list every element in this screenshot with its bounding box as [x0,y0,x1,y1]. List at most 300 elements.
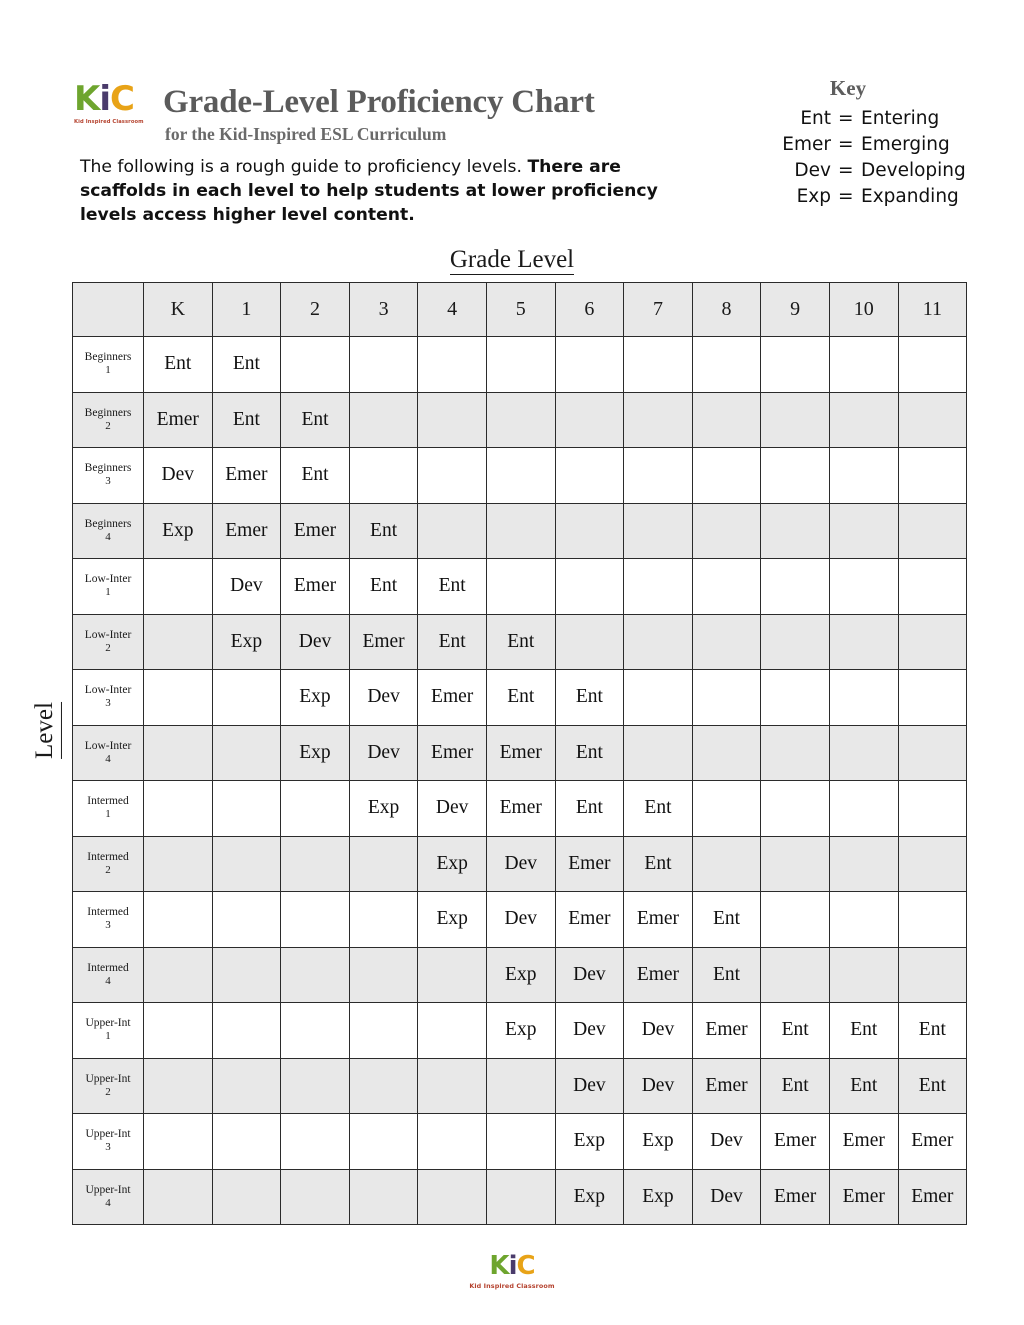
footer-logo-tagline: Kid Inspired Classroom [469,1282,555,1290]
cell-beginners4-gradeK: Exp [144,503,213,559]
table-body [73,337,967,1225]
cell-upper-int3-grade11: Emer [898,1114,967,1170]
column-header-grade-11: 11 [898,283,967,337]
cell-low-inter4-grade9 [761,725,830,781]
cell-upper-int1-grade2 [281,1003,350,1059]
cell-beginners4-grade2: Emer [281,503,350,559]
cell-intermed1-grade2 [281,781,350,837]
cell-beginners1-grade11 [898,337,967,393]
grade-level-axis-title-text: Grade Level [449,246,575,273]
cell-upper-int3-grade3 [349,1114,418,1170]
cell-intermed1-grade7: Ent [624,781,693,837]
cell-upper-int4-grade10: Emer [829,1169,898,1225]
cell-low-inter3-grade6: Ent [555,670,624,726]
cell-low-inter3-grade10 [829,670,898,726]
cell-beginners3-grade3 [349,448,418,504]
table-row [73,392,967,448]
table-header-row [73,283,967,337]
cell-beginners4-grade5 [486,503,555,559]
cell-intermed3-grade10 [829,892,898,948]
cell-beginners1-grade5 [486,337,555,393]
column-header-grade-10: 10 [829,283,898,337]
cell-low-inter3-grade2: Exp [281,670,350,726]
footer-logo-letter-i: i [508,1251,517,1281]
cell-low-inter1-grade9 [761,559,830,615]
cell-low-inter2-grade10 [829,614,898,670]
row-header-low-inter-2 [73,614,144,670]
cell-intermed1-grade11 [898,781,967,837]
row-label-text: Upper-Int [85,1072,131,1085]
cell-low-inter3-grade1 [212,670,281,726]
level-axis-title-text: Level [30,702,61,759]
intro-bold-text: There are scaffolds in each level to help students at lower proficiency levels access higher level content. [80,157,658,225]
cell-beginners3-grade1: Emer [212,448,281,504]
brand-logo [74,80,146,138]
row-header-upper-int-1 [73,1003,144,1059]
cell-beginners2-grade8 [692,392,761,448]
cell-intermed4-grade11 [898,947,967,1003]
cell-intermed2-gradeK [144,836,213,892]
row-label-number: 3 [105,1141,111,1154]
row-label-number: 2 [105,863,111,876]
key-row-emerging [735,132,985,158]
cell-low-inter1-grade5 [486,559,555,615]
cell-low-inter3-grade9 [761,670,830,726]
cell-upper-int4-grade9: Emer [761,1169,830,1225]
cell-low-inter2-grade2: Dev [281,614,350,670]
logo-wordmark [74,80,146,118]
cell-intermed1-grade1 [212,781,281,837]
row-label-number: 1 [105,1030,111,1043]
cell-intermed4-grade5: Exp [486,947,555,1003]
cell-intermed3-grade11 [898,892,967,948]
cell-intermed4-gradeK [144,947,213,1003]
cell-low-inter1-grade8 [692,559,761,615]
cell-intermed2-grade7: Ent [624,836,693,892]
cell-low-inter1-grade7 [624,559,693,615]
row-label-number: 3 [105,697,111,710]
cell-low-inter1-gradeK [144,559,213,615]
cell-intermed3-grade8: Ent [692,892,761,948]
page-header [0,0,1024,240]
key-equals-2: = [838,160,854,181]
cell-low-inter4-grade11 [898,725,967,781]
cell-beginners3-gradeK: Dev [144,448,213,504]
row-header-low-inter-3 [73,670,144,726]
cell-upper-int1-grade1 [212,1003,281,1059]
cell-low-inter3-gradeK [144,670,213,726]
cell-upper-int2-grade8: Emer [692,1058,761,1114]
cell-intermed2-grade9 [761,836,830,892]
table-row [73,1114,967,1170]
table-row [73,337,967,393]
column-header-grade-6: 6 [555,283,624,337]
cell-intermed4-grade8: Ent [692,947,761,1003]
cell-beginners1-grade4 [418,337,487,393]
key-abbr-emer: Emer [782,134,831,155]
row-label-number: 3 [105,919,111,932]
row-label-text: Upper-Int [85,1128,131,1141]
cell-beginners2-grade4 [418,392,487,448]
cell-low-inter4-grade3: Dev [349,725,418,781]
row-label-text: Low-Inter [84,739,132,752]
key-equals-3: = [838,186,854,207]
row-label-number: 2 [105,1085,111,1098]
cell-low-inter4-grade6: Ent [555,725,624,781]
table-row [73,781,967,837]
cell-upper-int2-grade3 [349,1058,418,1114]
grade-level-axis-title [0,246,1024,274]
cell-intermed3-grade2 [281,892,350,948]
cell-low-inter3-grade11 [898,670,967,726]
cell-intermed3-grade7: Emer [624,892,693,948]
cell-beginners4-grade1: Emer [212,503,281,559]
footer-logo-letter-k: K [489,1251,509,1281]
cell-beginners4-grade9 [761,503,830,559]
cell-upper-int1-grade11: Ent [898,1003,967,1059]
cell-intermed4-grade1 [212,947,281,1003]
row-header-upper-int-2 [73,1058,144,1114]
cell-low-inter2-grade8 [692,614,761,670]
cell-beginners2-grade9 [761,392,830,448]
row-label-text: Upper-Int [85,1017,131,1030]
cell-low-inter2-grade3: Emer [349,614,418,670]
row-label-number: 4 [105,530,111,543]
column-header-grade-K: K [144,283,213,337]
level-axis-title [16,680,76,780]
cell-upper-int4-grade8: Dev [692,1169,761,1225]
page-title: Grade-Level Proficiency Chart [163,84,595,120]
row-label-text: Low-Inter [84,573,132,586]
cell-intermed1-gradeK [144,781,213,837]
cell-low-inter2-grade9 [761,614,830,670]
cell-low-inter2-gradeK [144,614,213,670]
cell-intermed2-grade2 [281,836,350,892]
cell-intermed2-grade6: Emer [555,836,624,892]
cell-low-inter4-grade1 [212,725,281,781]
cell-upper-int4-grade5 [486,1169,555,1225]
table-row [73,614,967,670]
logo-letter-k: K [74,79,100,119]
logo-letter-i: i [99,79,111,119]
cell-low-inter2-grade11 [898,614,967,670]
row-header-intermed-1 [73,781,144,837]
cell-upper-int2-grade4 [418,1058,487,1114]
table-row [73,1058,967,1114]
cell-beginners3-grade11 [898,448,967,504]
cell-upper-int3-grade9: Emer [761,1114,830,1170]
cell-upper-int2-grade5 [486,1058,555,1114]
key-equals-0: = [838,108,854,129]
cell-low-inter2-grade7 [624,614,693,670]
table-row [73,448,967,504]
table-corner-cell [73,283,144,337]
footer-logo-wordmark [0,1252,1024,1280]
intro-normal-text: The following is a rough guide to proficiency levels. [80,157,528,177]
cell-beginners4-grade7 [624,503,693,559]
cell-upper-int3-grade2 [281,1114,350,1170]
cell-low-inter2-grade5: Ent [486,614,555,670]
intro-paragraph [80,155,680,227]
cell-upper-int4-grade2 [281,1169,350,1225]
row-header-intermed-2 [73,836,144,892]
row-label-number: 2 [105,641,111,654]
cell-upper-int1-grade4 [418,1003,487,1059]
cell-low-inter4-grade2: Exp [281,725,350,781]
cell-intermed4-grade2 [281,947,350,1003]
cell-upper-int3-grade1 [212,1114,281,1170]
cell-low-inter3-grade4: Emer [418,670,487,726]
key-row-entering [735,106,985,132]
cell-low-inter1-grade1: Dev [212,559,281,615]
cell-upper-int4-grade3 [349,1169,418,1225]
cell-upper-int4-grade4 [418,1169,487,1225]
cell-intermed2-grade4: Exp [418,836,487,892]
row-header-beginners-4 [73,503,144,559]
cell-low-inter1-grade11 [898,559,967,615]
cell-intermed4-grade10 [829,947,898,1003]
cell-low-inter1-grade10 [829,559,898,615]
key-abbr-ent: Ent [800,108,831,129]
cell-upper-int2-grade10: Ent [829,1058,898,1114]
cell-low-inter1-grade3: Ent [349,559,418,615]
cell-upper-int1-grade8: Emer [692,1003,761,1059]
cell-intermed2-grade3 [349,836,418,892]
row-label-text: Beginners [84,462,132,475]
row-header-low-inter-1 [73,559,144,615]
cell-upper-int3-grade7: Exp [624,1114,693,1170]
footer-logo [0,1252,1024,1290]
cell-low-inter2-grade1: Exp [212,614,281,670]
row-label-number: 4 [105,1196,111,1209]
key-row-expanding [735,184,985,210]
cell-upper-int2-gradeK [144,1058,213,1114]
cell-beginners3-grade7 [624,448,693,504]
cell-intermed3-grade6: Emer [555,892,624,948]
cell-upper-int2-grade7: Dev [624,1058,693,1114]
cell-low-inter3-grade8 [692,670,761,726]
row-label-text: Intermed [87,906,129,919]
cell-upper-int3-grade5 [486,1114,555,1170]
cell-intermed4-grade6: Dev [555,947,624,1003]
cell-beginners4-grade8 [692,503,761,559]
cell-beginners2-grade11 [898,392,967,448]
row-label-number: 2 [105,419,111,432]
logo-tagline: Kid Inspired Classroom [74,119,144,125]
cell-beginners2-grade10 [829,392,898,448]
row-label-text: Intermed [87,961,129,974]
cell-low-inter4-grade5: Emer [486,725,555,781]
cell-upper-int3-grade4 [418,1114,487,1170]
cell-upper-int3-grade6: Exp [555,1114,624,1170]
cell-intermed2-grade10 [829,836,898,892]
row-label-number: 1 [105,586,111,599]
cell-intermed2-grade11 [898,836,967,892]
cell-beginners3-grade4 [418,448,487,504]
cell-low-inter2-grade4: Ent [418,614,487,670]
table-row [73,1003,967,1059]
cell-beginners3-grade2: Ent [281,448,350,504]
cell-beginners1-gradeK: Ent [144,337,213,393]
row-header-intermed-4 [73,947,144,1003]
cell-intermed3-grade4: Exp [418,892,487,948]
cell-low-inter1-grade2: Emer [281,559,350,615]
row-label-number: 1 [105,364,111,377]
cell-intermed1-grade9 [761,781,830,837]
cell-upper-int2-grade2 [281,1058,350,1114]
cell-beginners3-grade6 [555,448,624,504]
row-label-number: 4 [105,974,111,987]
cell-upper-int1-grade5: Exp [486,1003,555,1059]
cell-intermed1-grade6: Ent [555,781,624,837]
column-header-grade-9: 9 [761,283,830,337]
key-legend [735,76,985,210]
proficiency-chart-table [72,282,967,1225]
key-equals-1: = [838,134,854,155]
row-label-text: Intermed [87,850,129,863]
row-header-intermed-3 [73,892,144,948]
row-label-text: Beginners [84,517,132,530]
table-row [73,503,967,559]
cell-upper-int2-grade9: Ent [761,1058,830,1114]
cell-beginners2-grade3 [349,392,418,448]
cell-low-inter3-grade5: Ent [486,670,555,726]
row-label-text: Upper-Int [85,1183,131,1196]
cell-beginners3-grade9 [761,448,830,504]
column-header-grade-1: 1 [212,283,281,337]
cell-beginners1-grade6 [555,337,624,393]
row-label-text: Intermed [87,795,129,808]
cell-beginners2-grade2: Ent [281,392,350,448]
cell-upper-int2-grade11: Ent [898,1058,967,1114]
cell-low-inter4-grade7 [624,725,693,781]
cell-beginners2-grade7 [624,392,693,448]
cell-beginners4-grade11 [898,503,967,559]
cell-beginners1-grade3 [349,337,418,393]
row-header-upper-int-4 [73,1169,144,1225]
cell-upper-int1-gradeK [144,1003,213,1059]
cell-upper-int4-gradeK [144,1169,213,1225]
column-header-grade-4: 4 [418,283,487,337]
cell-intermed1-grade8 [692,781,761,837]
table-row [73,892,967,948]
table-row [73,1169,967,1225]
cell-intermed1-grade3: Exp [349,781,418,837]
row-header-beginners-3 [73,448,144,504]
cell-intermed2-grade8 [692,836,761,892]
cell-upper-int4-grade6: Exp [555,1169,624,1225]
cell-intermed3-grade9 [761,892,830,948]
cell-beginners4-grade10 [829,503,898,559]
row-label-number: 3 [105,475,111,488]
table-row [73,836,967,892]
cell-upper-int3-grade10: Emer [829,1114,898,1170]
cell-intermed3-gradeK [144,892,213,948]
row-header-beginners-1 [73,337,144,393]
cell-beginners4-grade6 [555,503,624,559]
cell-intermed3-grade3 [349,892,418,948]
page-subtitle: for the Kid-Inspired ESL Curriculum [165,124,447,144]
table-header [73,283,967,337]
cell-upper-int4-grade11: Emer [898,1169,967,1225]
row-label-text: Low-Inter [84,684,132,697]
cell-intermed4-grade7: Emer [624,947,693,1003]
cell-low-inter4-gradeK [144,725,213,781]
key-title: Key [829,76,867,100]
key-abbr-exp: Exp [796,186,831,207]
row-label-text: Low-Inter [84,628,132,641]
row-label-text: Beginners [84,351,132,364]
key-full-expanding: Expanding [861,186,959,207]
row-label-number: 4 [105,752,111,765]
cell-low-inter1-grade6 [555,559,624,615]
table-row [73,947,967,1003]
column-header-grade-7: 7 [624,283,693,337]
cell-beginners1-grade1: Ent [212,337,281,393]
cell-upper-int3-gradeK [144,1114,213,1170]
cell-beginners3-grade8 [692,448,761,504]
cell-upper-int2-grade6: Dev [555,1058,624,1114]
cell-upper-int1-grade3 [349,1003,418,1059]
footer-logo-letter-c: C [516,1251,535,1281]
cell-beginners3-grade5 [486,448,555,504]
cell-intermed1-grade5: Emer [486,781,555,837]
row-header-beginners-2 [73,392,144,448]
cell-beginners2-grade1: Ent [212,392,281,448]
cell-beginners1-grade10 [829,337,898,393]
cell-beginners4-grade4 [418,503,487,559]
cell-upper-int1-grade7: Dev [624,1003,693,1059]
key-abbr-dev: Dev [794,160,831,181]
cell-low-inter2-grade6 [555,614,624,670]
cell-intermed3-grade1 [212,892,281,948]
cell-intermed1-grade10 [829,781,898,837]
cell-low-inter4-grade8 [692,725,761,781]
table-row [73,670,967,726]
key-full-entering: Entering [861,108,940,129]
table-row [73,725,967,781]
table-row [73,559,967,615]
cell-beginners1-grade9 [761,337,830,393]
cell-upper-int1-grade9: Ent [761,1003,830,1059]
cell-low-inter1-grade4: Ent [418,559,487,615]
row-header-upper-int-3 [73,1114,144,1170]
cell-intermed2-grade5: Dev [486,836,555,892]
cell-upper-int4-grade7: Exp [624,1169,693,1225]
cell-low-inter3-grade7 [624,670,693,726]
logo-letter-c: C [110,79,134,119]
cell-intermed4-grade3 [349,947,418,1003]
cell-upper-int1-grade6: Dev [555,1003,624,1059]
column-header-grade-2: 2 [281,283,350,337]
cell-beginners2-gradeK: Emer [144,392,213,448]
key-row-developing [735,158,985,184]
cell-beginners1-grade7 [624,337,693,393]
row-header-low-inter-4 [73,725,144,781]
cell-low-inter4-grade10 [829,725,898,781]
cell-intermed2-grade1 [212,836,281,892]
key-full-emerging: Emerging [861,134,950,155]
row-label-number: 1 [105,808,111,821]
cell-beginners2-grade5 [486,392,555,448]
cell-beginners4-grade3: Ent [349,503,418,559]
column-header-grade-8: 8 [692,283,761,337]
key-full-developing: Developing [861,160,966,181]
cell-beginners1-grade8 [692,337,761,393]
cell-low-inter4-grade4: Emer [418,725,487,781]
cell-intermed3-grade5: Dev [486,892,555,948]
cell-upper-int1-grade10: Ent [829,1003,898,1059]
